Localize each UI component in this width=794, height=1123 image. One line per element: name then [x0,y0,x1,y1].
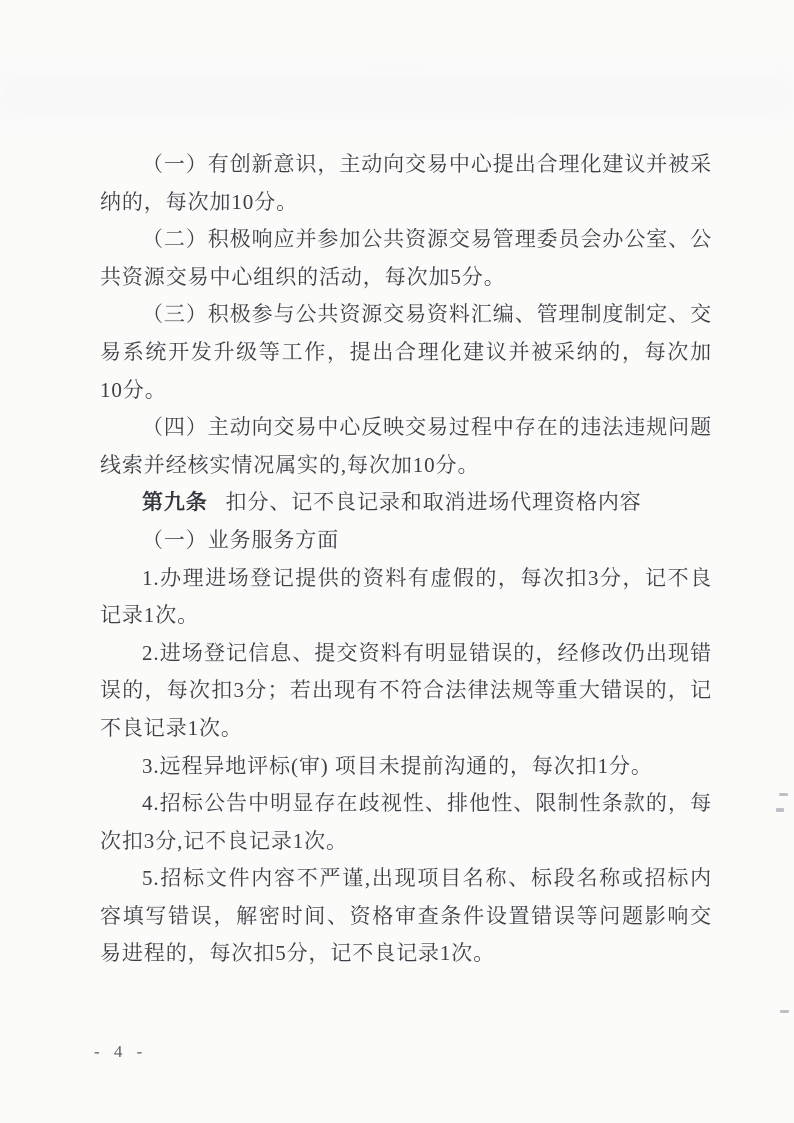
scan-speck [776,808,784,812]
scan-speck [779,793,788,796]
deduction-item-4: 4.招标公告中明显存在歧视性、排他性、限制性条款的，每次扣3分,记不良记录1次。 [100,791,712,853]
bonus-item-4: （四）主动向交易中心反映交易过程中存在的违法违规问题线索并经核实情况属实的,每次加10分。 [100,415,712,477]
article-heading [100,484,712,522]
deduction-item-2: 2.进场登记信息、提交资料有明显错误的，经修改仍出现错误的，每次扣3分；若出现有不符合法律法规等重大错误的，记不良记录1次。 [100,640,712,740]
bonus-item-3: （三）积极参与公共资源交易资料汇编、管理制度制定、交易系统开发升级等工作，提出合理化建议并被采纳的，每次加10分。 [100,302,712,402]
bonus-item-1: （一）有创新意识，主动向交易中心提出合理化建议并被采纳的，每次加10分。 [100,152,712,214]
scan-speck [780,1010,789,1013]
article-title: 扣分、记不良记录和取消进场代理资格内容 [225,490,642,515]
section-heading: （一）业务服务方面 [142,527,340,552]
article-number: 第九条 [142,490,208,515]
scan-bleed-artifact [0,58,794,130]
deduction-item-1: 1.办理进场登记提供的资料有虚假的，每次扣3分，记不良记录1次。 [100,565,712,628]
page-number: - 4 - [94,1042,148,1061]
deduction-item-5: 5.招标文件内容不严谨,出现项目名称、标段名称或招标内容填写错误，解密时间、资格审查条件设置错误等问题影响交易进程的，每次扣5分，记不良记录1次。 [100,866,712,966]
bonus-item-2: （二）积极响应并参加公共资源交易管理委员会办公室、公共资源交易中心组织的活动，每次加5分。 [100,227,712,289]
document-body [100,146,712,973]
deduction-item-3: 3.远程异地评标(审) 项目未提前沟通的，每次扣1分。 [142,753,653,778]
